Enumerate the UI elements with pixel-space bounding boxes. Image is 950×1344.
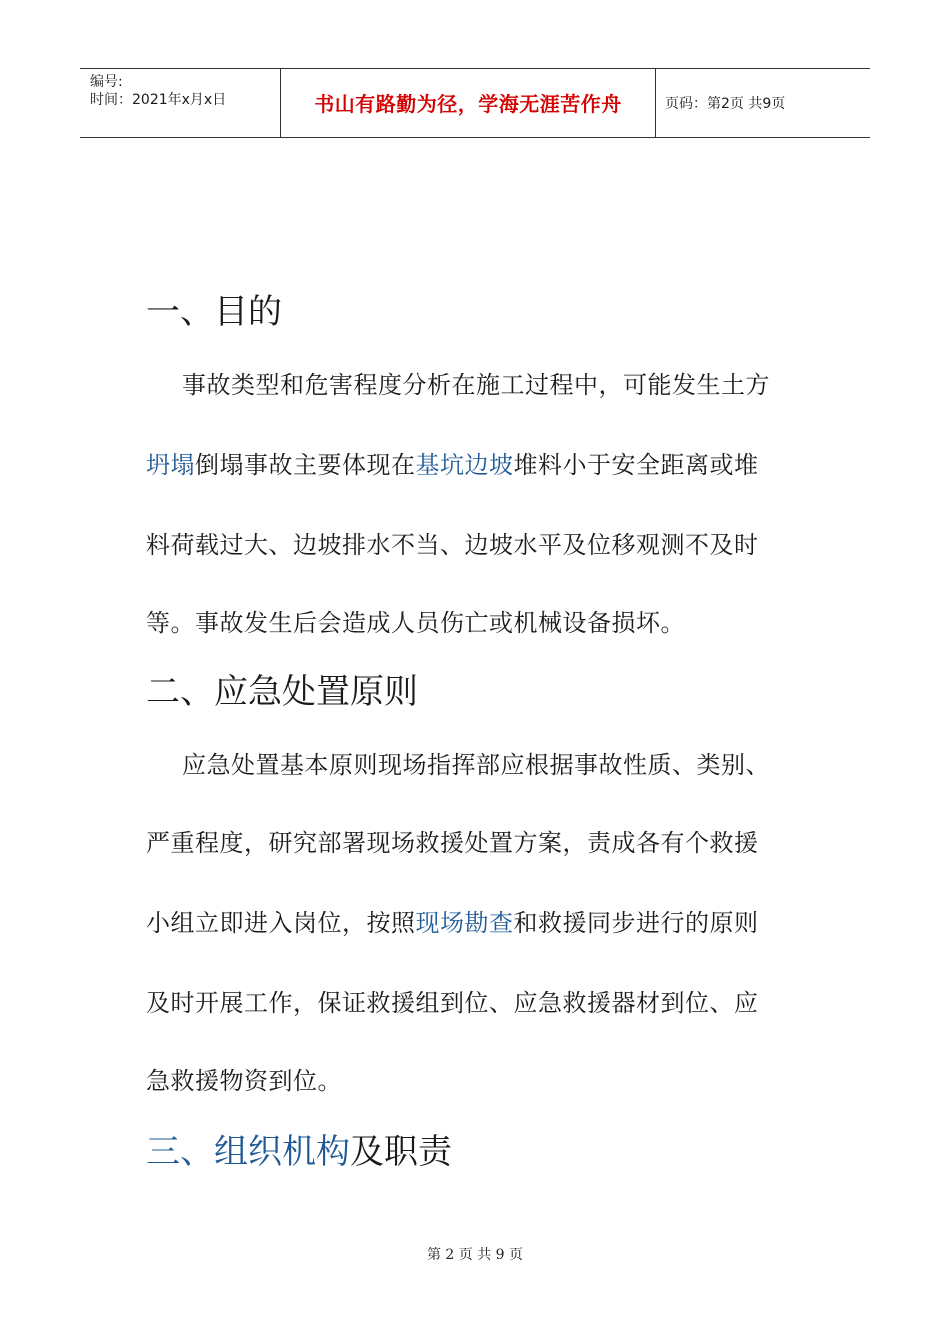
heading-text: 及职责 xyxy=(350,1132,452,1172)
header-motto-cell xyxy=(280,69,656,137)
paragraph-line: 及时开展工作，保证救援组到位、应急救援器材到位、应 xyxy=(146,989,759,1017)
paragraph-line: 急救援物资到位。 xyxy=(146,1067,342,1095)
paragraph-line: 严重程度，研究部署现场救援处置方案，责成各有个救援 xyxy=(146,829,759,857)
paragraph-text: 堆料小于安全距离或堆 xyxy=(513,451,759,479)
paragraph-line: 等。事故发生后会造成人员伤亡或机械设备损坏。 xyxy=(146,609,685,637)
document-number-label: 编号: xyxy=(90,74,123,90)
paragraph-text: 小组立即进入岗位，按照 xyxy=(146,909,416,937)
paragraph-text: 倒塌事故主要体现在 xyxy=(195,451,416,479)
term-link-pit-slope[interactable]: 基坑边坡 xyxy=(415,451,514,479)
section-heading-principles: 二、应急处置原则 xyxy=(146,672,418,712)
term-link-site-survey[interactable]: 现场勘查 xyxy=(415,909,514,937)
document-header xyxy=(80,68,870,138)
section-heading-organization xyxy=(146,1132,452,1172)
paragraph-line xyxy=(146,450,759,480)
paragraph-line: 事故类型和危害程度分析在施工过程中，可能发生土方 xyxy=(182,371,770,399)
paragraph-line: 料荷载过大、边坡排水不当、边坡水平及位移观测不及时 xyxy=(146,531,759,559)
document-time-label: 时间：2021年x月x日 xyxy=(90,92,227,108)
paragraph-text: 和救援同步进行的原则 xyxy=(513,909,759,937)
page-footer: 第 2 页 共 9 页 xyxy=(426,1247,524,1263)
paragraph-line xyxy=(146,908,759,938)
paragraph-line: 应急处置基本原则现场指挥部应根据事故性质、类别、 xyxy=(182,751,770,779)
header-page-cell xyxy=(655,69,870,137)
section-heading-purpose: 一、目的 xyxy=(146,292,282,332)
term-link-collapse[interactable]: 坍塌 xyxy=(146,451,195,479)
header-page-info: 页码：第2页 共9页 xyxy=(665,96,786,112)
term-link-organization[interactable]: 三、组织机构 xyxy=(146,1132,350,1172)
header-info-cell xyxy=(80,69,280,137)
header-motto: 书山有路勤为径，学海无涯苦作舟 xyxy=(314,92,622,116)
